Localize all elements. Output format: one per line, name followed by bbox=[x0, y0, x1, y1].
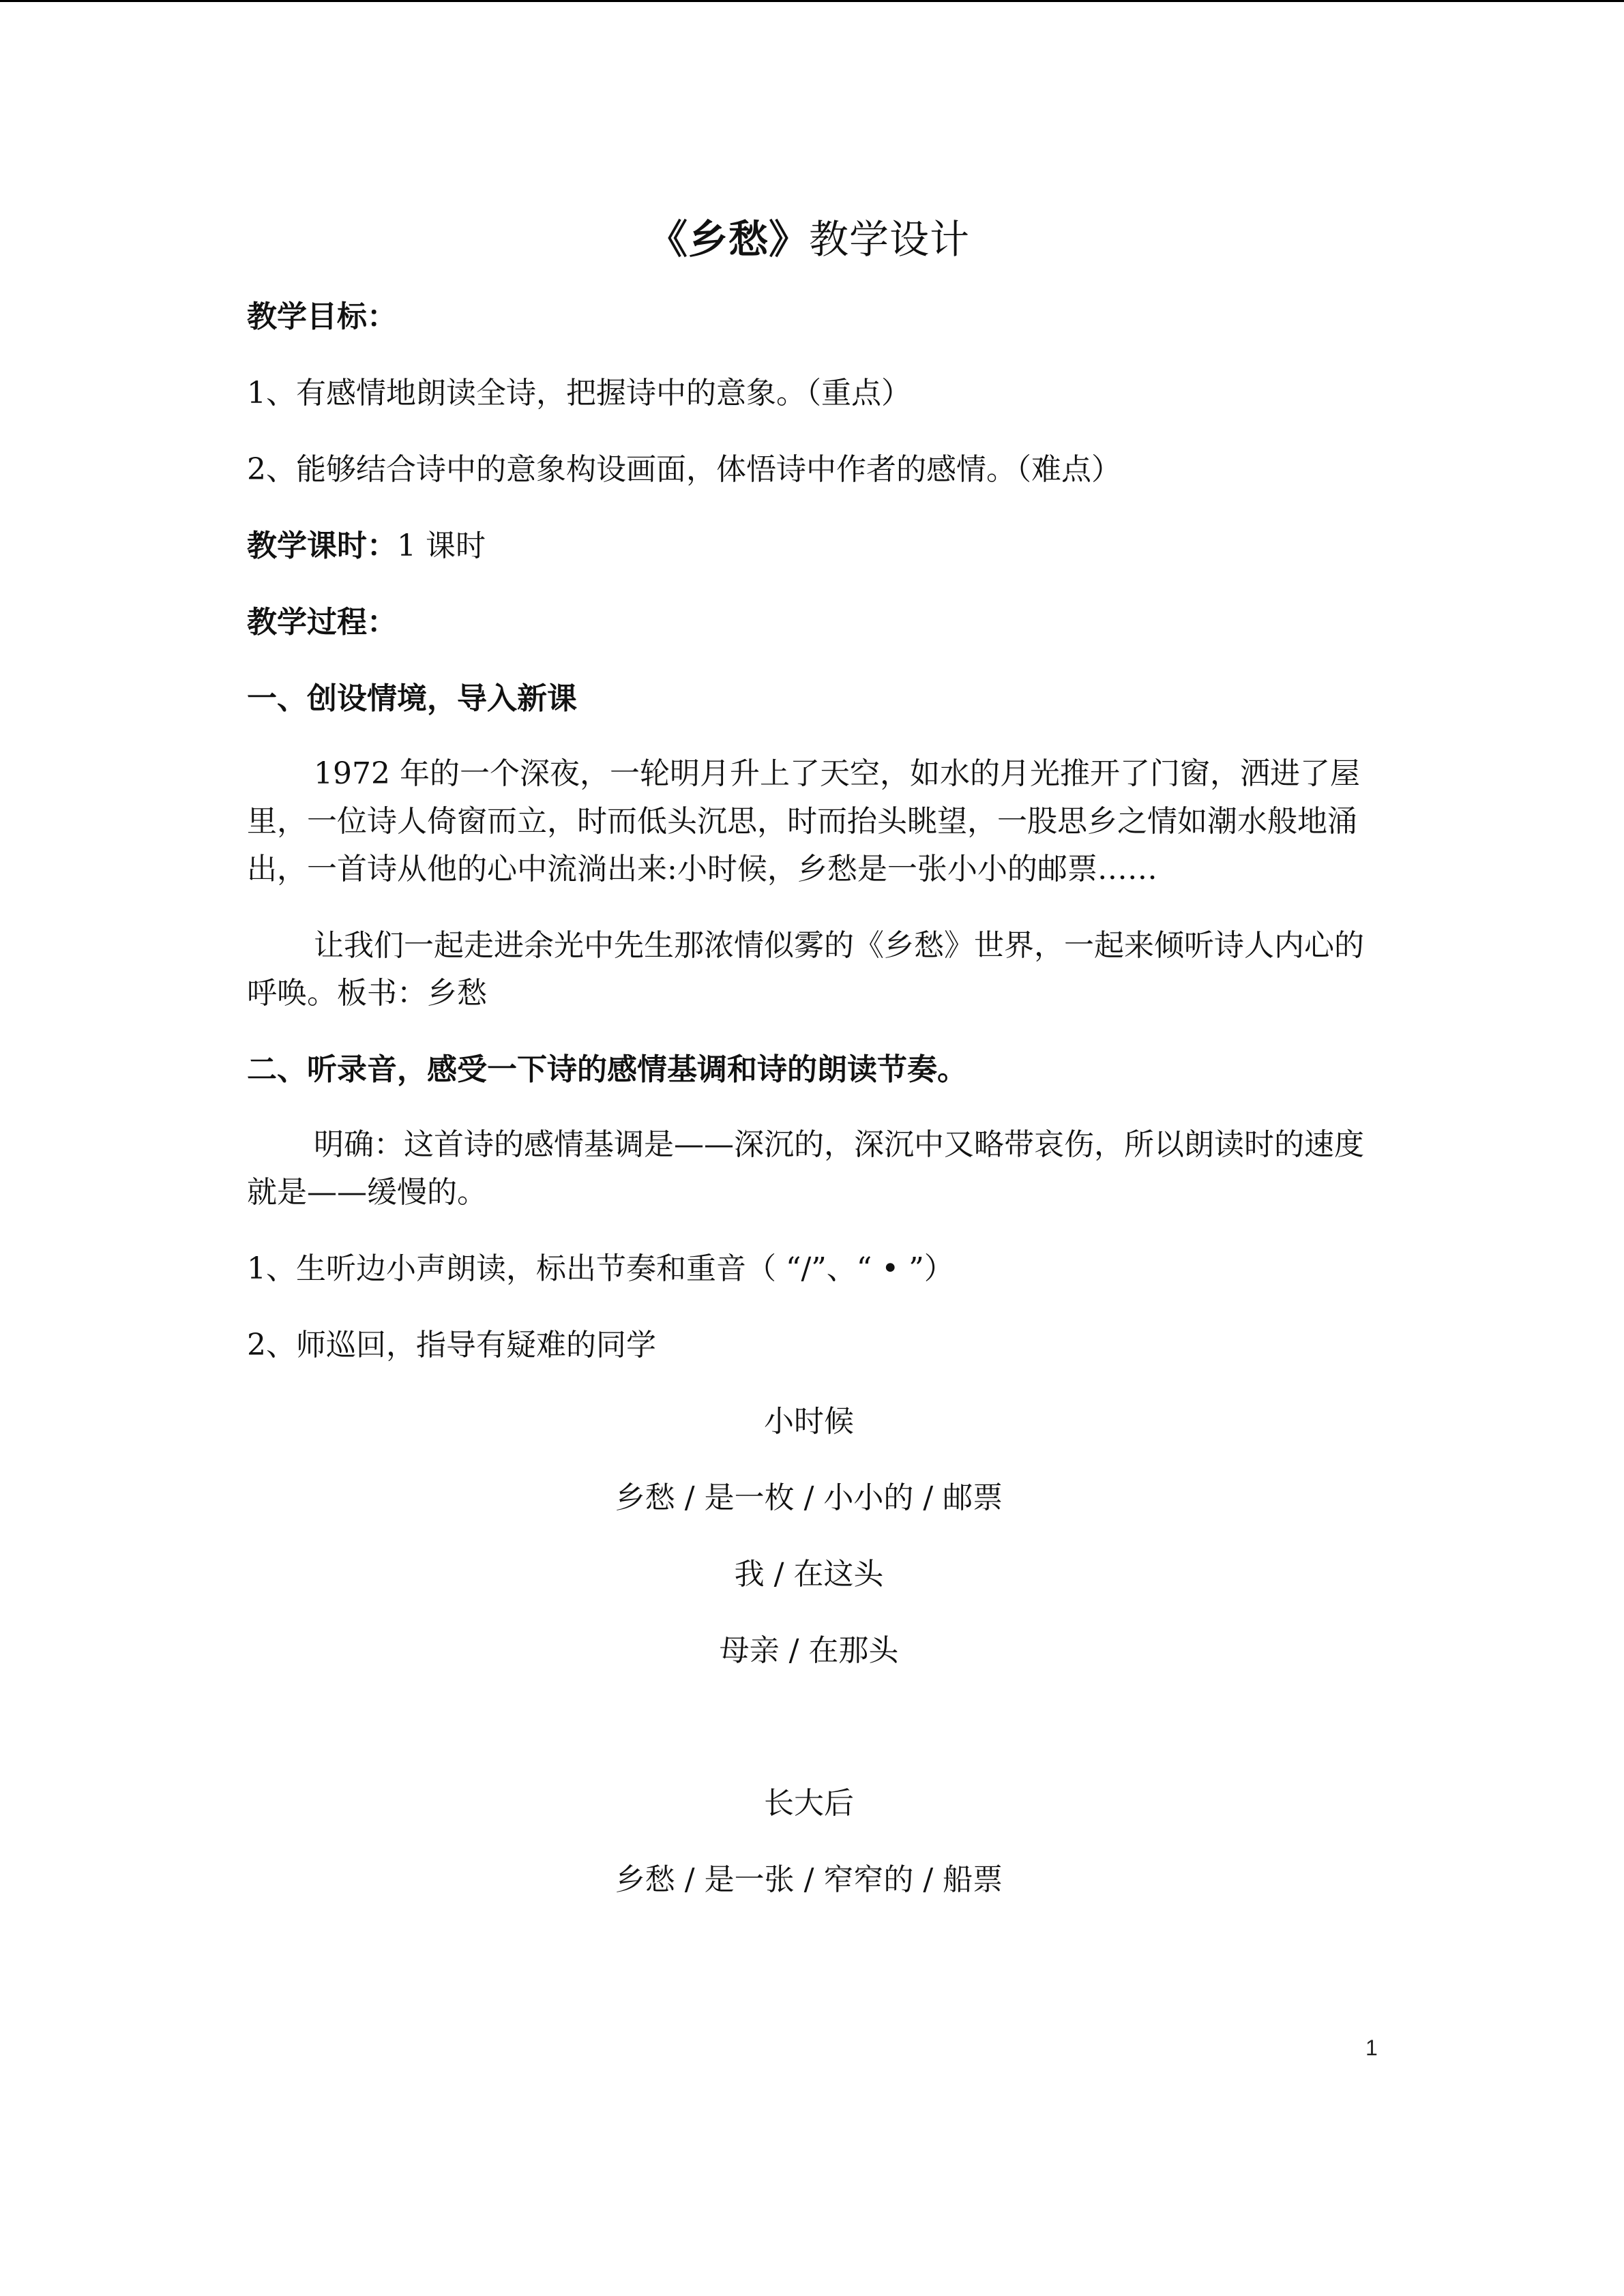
goals-heading: 教学目标： bbox=[247, 299, 397, 334]
goal-2: 2、能够结合诗中的意象构设画面，体悟诗中作者的感情。（难点） bbox=[247, 452, 1121, 487]
poem-line: 长大后 bbox=[764, 1786, 854, 1821]
poem-line: 我 / 在这头 bbox=[734, 1557, 884, 1592]
poem-line: 小时候 bbox=[764, 1404, 854, 1439]
section-1-paragraph-2: 让我们一起走进余光中先生那浓情似雾的《乡愁》世界，一起来倾听诗人内心的呼唤。板书：乡愁 bbox=[247, 928, 1364, 1011]
poem-line: 乡愁 / 是一枚 / 小小的 / 邮票 bbox=[615, 1480, 1003, 1515]
section-1-heading: 一、创设情境，导入新课 bbox=[247, 681, 577, 716]
period-line bbox=[247, 522, 1371, 570]
page-top-border bbox=[0, 0, 1624, 2]
section-2-paragraph: 明确：这首诗的感情基调是——深沉的，深沉中又略带哀伤，所以朗读时的速度就是——缓慢的。 bbox=[247, 1127, 1364, 1210]
section-1-paragraph-1: 1972 年的一个深夜，一轮明月升上了天空，如水的月光推开了门窗，洒进了屋里，一位诗人倚窗而立，时而低头沉思，时而抬头眺望，一股思乡之情如潮水般地涌出，一首诗从他的心中流淌出来:小时候，乡愁是一张小小的邮票…… bbox=[247, 756, 1360, 886]
step-2: 2、师巡回，指导有疑难的同学 bbox=[247, 1328, 656, 1362]
step-1: 1、生听边小声朗读，标出节奏和重音（ “/”、“ • ”） bbox=[247, 1251, 954, 1286]
page-number: 1 bbox=[1365, 2036, 1378, 2060]
document-page bbox=[247, 205, 1371, 1904]
period-label: 教学课时： bbox=[247, 528, 397, 563]
process-heading: 教学过程： bbox=[247, 605, 397, 640]
title-bold-part: 《乡愁》 bbox=[647, 216, 809, 263]
goal-1: 1、有感情地朗读全诗，把握诗中的意象。（重点） bbox=[247, 376, 911, 411]
poem-line: 母亲 / 在那头 bbox=[719, 1633, 899, 1668]
poem-stanza-1 bbox=[247, 1398, 1371, 1675]
title-rest-part: 教学设计 bbox=[809, 216, 971, 263]
section-2-heading: 二、听录音，感受一下诗的感情基调和诗的朗读节奏。 bbox=[247, 1052, 967, 1087]
document-title bbox=[247, 216, 1371, 267]
poem-line: 乡愁 / 是一张 / 窄窄的 / 船票 bbox=[615, 1862, 1003, 1897]
period-value: 1 课时 bbox=[397, 528, 486, 563]
poem-stanza-2 bbox=[247, 1780, 1371, 1904]
